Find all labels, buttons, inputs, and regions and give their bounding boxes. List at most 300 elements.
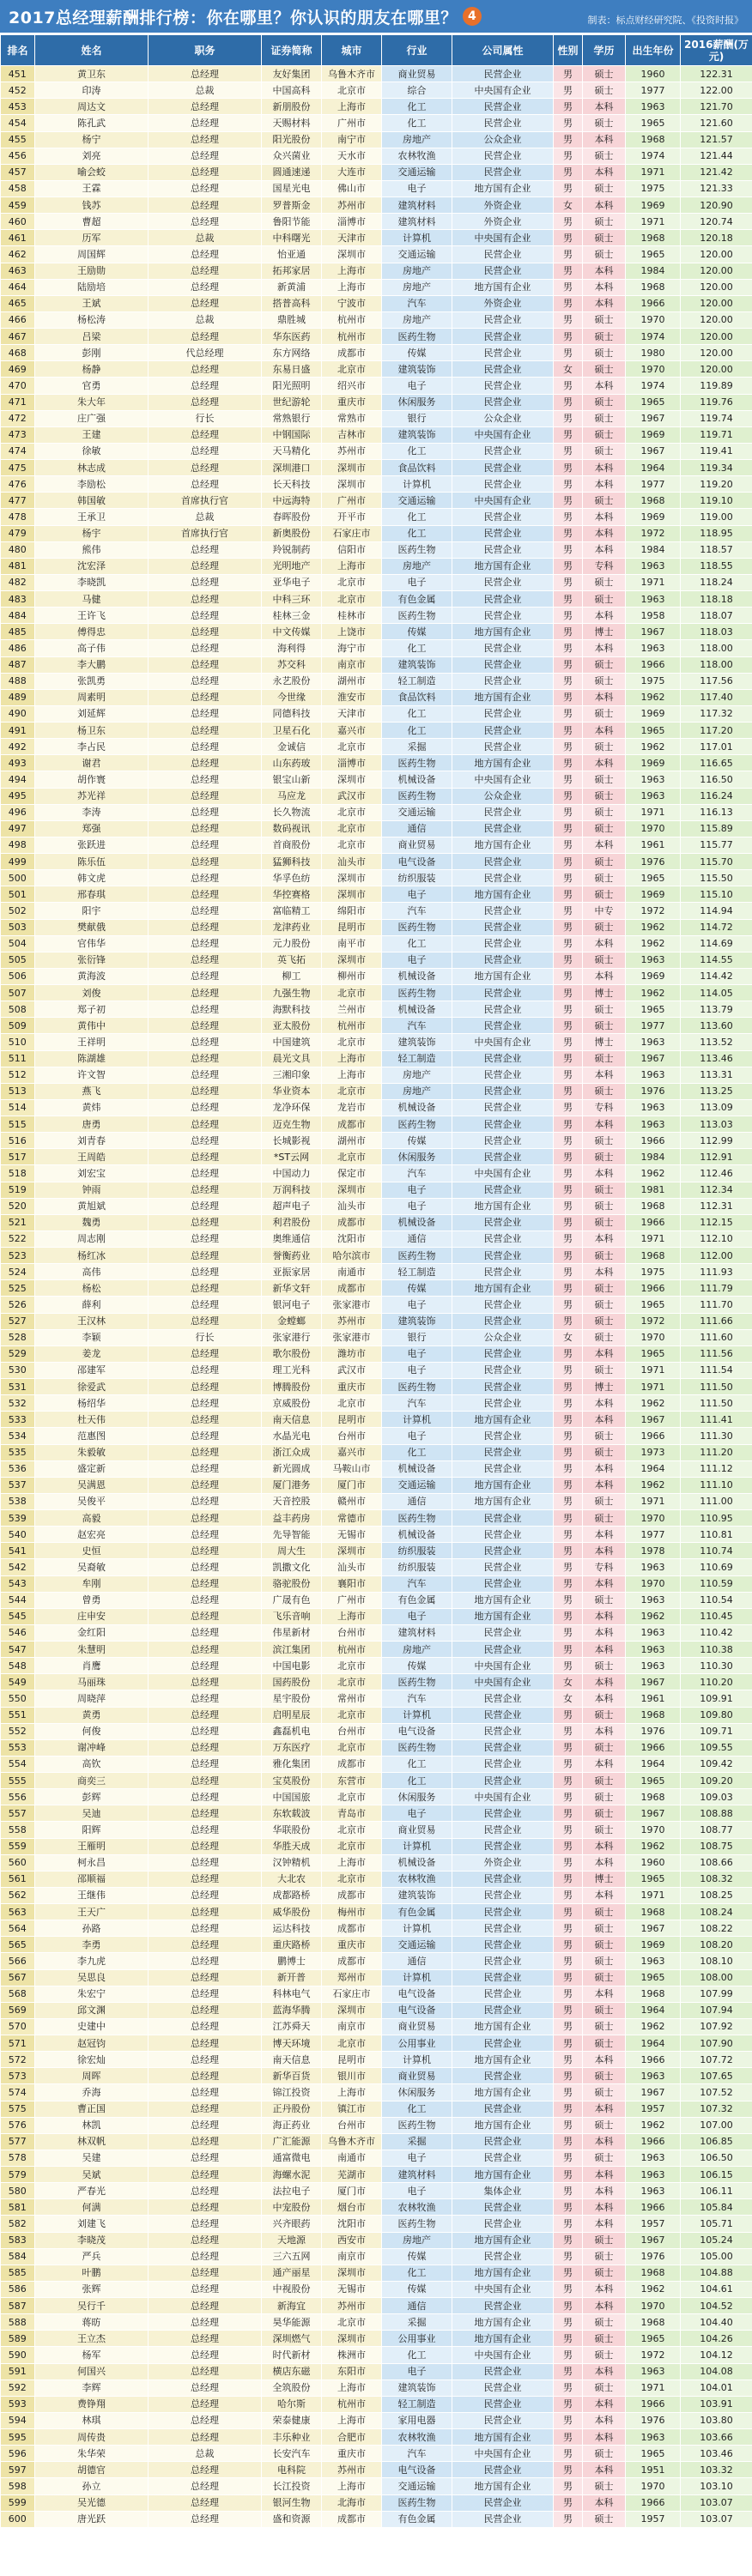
cell-nature: 民营企业 [452, 311, 554, 328]
page-header [0, 0, 752, 33]
cell-nature: 民营企业 [452, 673, 554, 689]
cell-pay: 117.56 [681, 673, 752, 689]
cell-name: 王承卫 [35, 509, 149, 525]
cell-name: 刘亮 [35, 148, 149, 164]
cell-sex: 女 [554, 197, 583, 214]
table-row [1, 1854, 752, 1871]
cell-pay: 110.20 [681, 1674, 752, 1690]
cell-nature: 民营企业 [452, 1707, 554, 1723]
table-row [1, 2412, 752, 2428]
cell-position: 总裁 [149, 311, 262, 328]
cell-position: 总经理 [149, 1050, 262, 1067]
cell-city: 广州市 [322, 115, 382, 131]
cell-city: 北京市 [322, 837, 382, 853]
cell-pay: 108.20 [681, 1937, 752, 1953]
cell-position: 总经理 [149, 886, 262, 903]
cell-company: 晨光文具 [262, 1050, 322, 1067]
cell-company: 江苏舜天 [262, 2018, 322, 2035]
cell-edu: 硕士 [583, 2117, 626, 2133]
cell-nature: 民营企业 [452, 541, 554, 558]
cell-birth: 1961 [626, 1690, 681, 1707]
table-row [1, 460, 752, 476]
cell-position: 总经理 [149, 1723, 262, 1739]
cell-name: 朱毅敏 [35, 1444, 149, 1460]
table-row [1, 263, 752, 279]
cell-sex: 男 [554, 2429, 583, 2446]
cell-industry: 计算机 [382, 1412, 452, 1428]
cell-city: 东阳市 [322, 2363, 382, 2379]
cell-industry: 综合 [382, 82, 452, 99]
cell-name: 金红阳 [35, 1624, 149, 1641]
cell-nature: 民营企业 [452, 148, 554, 164]
table-row [1, 903, 752, 919]
cell-industry: 公用事业 [382, 2331, 452, 2347]
cell-birth: 1966 [626, 1280, 681, 1297]
cell-name: 刘建飞 [35, 2216, 149, 2232]
cell-sex: 男 [554, 345, 583, 361]
cell-name: 杨宁 [35, 131, 149, 148]
cell-sex: 男 [554, 673, 583, 689]
cell-name: 吴迪 [35, 1805, 149, 1822]
cell-sex: 男 [554, 541, 583, 558]
cell-city: 汕头市 [322, 1198, 382, 1214]
cell-edu: 硕士 [583, 656, 626, 673]
cell-birth: 1966 [626, 2052, 681, 2068]
cell-city: 北京市 [322, 361, 382, 378]
cell-edu: 硕士 [583, 1707, 626, 1723]
cell-sex: 男 [554, 1460, 583, 1477]
cell-birth: 1962 [626, 2018, 681, 2035]
cell-edu: 硕士 [583, 1953, 626, 1969]
cell-pay: 106.11 [681, 2183, 752, 2199]
cell-city: 苏州市 [322, 443, 382, 459]
cell-company: 中钢国际 [262, 426, 322, 443]
page-title: 2017总经理薪酬排行榜：你在哪里？你认识的朋友在哪里？ [9, 8, 458, 27]
cell-position: 总经理 [149, 1887, 262, 1903]
cell-sex: 男 [554, 608, 583, 624]
table-row [1, 2133, 752, 2150]
cell-sex: 男 [554, 99, 583, 115]
cell-city: 深圳市 [322, 886, 382, 903]
cell-edu: 硕士 [583, 919, 626, 935]
cell-birth: 1966 [626, 1214, 681, 1231]
table-row [1, 1642, 752, 1658]
cell-pay: 108.75 [681, 1838, 752, 1854]
cell-company: 骆驼股份 [262, 1575, 322, 1592]
cell-city: 海宁市 [322, 640, 382, 656]
cell-position: 总经理 [149, 148, 262, 164]
cell-position: 总经理 [149, 2379, 262, 2396]
cell-company: 圆通速递 [262, 164, 322, 180]
cell-sex: 男 [554, 246, 583, 263]
cell-industry: 医药生物 [382, 1739, 452, 1756]
cell-edu: 本科 [583, 2199, 626, 2216]
cell-pay: 105.71 [681, 2216, 752, 2232]
cell-birth: 1966 [626, 295, 681, 311]
cell-name: 朱慧明 [35, 1642, 149, 1658]
cell-name: 高毅 [35, 1510, 149, 1527]
cell-birth: 1963 [626, 2150, 681, 2166]
cell-rank: 598 [1, 2478, 35, 2494]
table-row [1, 640, 752, 656]
table-row [1, 1838, 752, 1854]
cell-industry: 机械设备 [382, 1527, 452, 1543]
cell-birth: 1965 [626, 1969, 681, 1986]
cell-city: 上海市 [322, 1854, 382, 1871]
cell-company: 天音控股 [262, 1493, 322, 1509]
cell-edu: 本科 [583, 295, 626, 311]
cell-name: 李辉 [35, 2379, 149, 2396]
cell-industry: 通信 [382, 1953, 452, 1969]
cell-birth: 1978 [626, 1543, 681, 1559]
cell-city: 武汉市 [322, 1362, 382, 1378]
cell-position: 总经理 [149, 919, 262, 935]
cell-rank: 523 [1, 1248, 35, 1264]
cell-industry: 公用事业 [382, 2035, 452, 2052]
cell-position: 总经理 [149, 2035, 262, 2052]
cell-position: 总经理 [149, 1658, 262, 1674]
cell-sex: 男 [554, 1034, 583, 1050]
cell-name: 杨松 [35, 1280, 149, 1297]
cell-company: 春晖股份 [262, 509, 322, 525]
table-row [1, 115, 752, 131]
cell-company: 星宇股份 [262, 1690, 322, 1707]
cell-birth: 1970 [626, 2478, 681, 2494]
cell-nature: 民营企业 [452, 1297, 554, 1313]
cell-edu: 本科 [583, 525, 626, 541]
cell-name: 邵顺福 [35, 1871, 149, 1887]
table-row [1, 673, 752, 689]
cell-position: 总经理 [149, 2002, 262, 2018]
cell-position: 总经理 [149, 1690, 262, 1707]
cell-company: 荣泰健康 [262, 2412, 322, 2428]
cell-sex: 男 [554, 66, 583, 82]
cell-industry: 房地产 [382, 2232, 452, 2248]
cell-position: 总经理 [149, 214, 262, 230]
cell-nature: 民营企业 [452, 656, 554, 673]
cell-sex: 男 [554, 131, 583, 148]
cell-position: 总经理 [149, 558, 262, 574]
cell-rank: 594 [1, 2412, 35, 2428]
cell-position: 总经理 [149, 1592, 262, 1608]
cell-sex: 男 [554, 886, 583, 903]
cell-edu: 硕士 [583, 820, 626, 837]
cell-company: 华孚色纺 [262, 870, 322, 886]
cell-pay: 113.60 [681, 1018, 752, 1034]
cell-pay: 110.54 [681, 1592, 752, 1608]
cell-industry: 电子 [382, 1428, 452, 1444]
cell-name: 林琪 [35, 2412, 149, 2428]
cell-edu: 硕士 [583, 1149, 626, 1165]
cell-company: 银河生物 [262, 2494, 322, 2511]
cell-company: 汉钟精机 [262, 1854, 322, 1871]
cell-position: 总裁 [149, 82, 262, 99]
table-row [1, 410, 752, 426]
cell-birth: 1963 [626, 952, 681, 968]
cell-birth: 1965 [626, 246, 681, 263]
cell-sex: 男 [554, 2298, 583, 2314]
cell-industry: 传媒 [382, 2281, 452, 2297]
cell-edu: 本科 [583, 2167, 626, 2183]
cell-pay: 111.66 [681, 1313, 752, 1329]
cell-name: 庄广强 [35, 410, 149, 426]
cell-rank: 596 [1, 2446, 35, 2462]
cell-edu: 本科 [583, 2412, 626, 2428]
cell-pay: 110.69 [681, 1559, 752, 1575]
cell-city: 南京市 [322, 656, 382, 673]
cell-nature: 公众企业 [452, 410, 554, 426]
cell-city: 西安市 [322, 2232, 382, 2248]
cell-nature: 民营企业 [452, 2068, 554, 2084]
cell-birth: 1980 [626, 345, 681, 361]
cell-edu: 本科 [583, 2298, 626, 2314]
cell-name: 郑强 [35, 820, 149, 837]
table-row [1, 1083, 752, 1099]
cell-city: 苏州市 [322, 197, 382, 214]
cell-company: 中科曙光 [262, 230, 322, 246]
cell-pay: 120.00 [681, 295, 752, 311]
cell-industry: 有色金属 [382, 1592, 452, 1608]
cell-nature: 民营企业 [452, 2379, 554, 2396]
cell-edu: 专科 [583, 1559, 626, 1575]
cell-city: 绍兴市 [322, 378, 382, 394]
cell-industry: 化工 [382, 1756, 452, 1772]
cell-pay: 109.55 [681, 1739, 752, 1756]
cell-position: 总经理 [149, 1756, 262, 1772]
cell-position: 总经理 [149, 2150, 262, 2166]
cell-sex: 男 [554, 591, 583, 608]
cell-sex: 男 [554, 739, 583, 755]
cell-birth: 1973 [626, 1444, 681, 1460]
table-row [1, 1001, 752, 1018]
cell-birth: 1968 [626, 279, 681, 295]
cell-nature: 民营企业 [452, 591, 554, 608]
cell-city: 梅州市 [322, 1904, 382, 1920]
cell-nature: 民营企业 [452, 99, 554, 115]
cell-birth: 1968 [626, 493, 681, 509]
cell-edu: 硕士 [583, 1248, 626, 1264]
cell-birth: 1964 [626, 2035, 681, 2052]
cell-nature: 中央国有企业 [452, 1165, 554, 1182]
cell-sex: 男 [554, 2265, 583, 2281]
cell-rank: 586 [1, 2281, 35, 2297]
cell-city: 北海市 [322, 2494, 382, 2511]
cell-industry: 医药生物 [382, 788, 452, 804]
cell-rank: 584 [1, 2248, 35, 2265]
cell-position: 总经理 [149, 1543, 262, 1559]
cell-birth: 1969 [626, 755, 681, 771]
cell-nature: 民营企业 [452, 2216, 554, 2232]
cell-edu: 本科 [583, 1412, 626, 1428]
cell-nature: 地方国有企业 [452, 2052, 554, 2068]
cell-rank: 467 [1, 329, 35, 345]
cell-position: 总经理 [149, 854, 262, 870]
cell-sex: 男 [554, 2478, 583, 2494]
cell-sex: 男 [554, 1854, 583, 1871]
cell-sex: 女 [554, 361, 583, 378]
cell-sex: 男 [554, 1477, 583, 1493]
cell-pay: 116.65 [681, 755, 752, 771]
cell-sex: 男 [554, 854, 583, 870]
cell-rank: 514 [1, 1099, 35, 1116]
cell-pay: 104.40 [681, 2314, 752, 2331]
cell-pay: 122.31 [681, 66, 752, 82]
cell-position: 总经理 [149, 279, 262, 295]
cell-birth: 1970 [626, 1575, 681, 1592]
cell-pay: 112.00 [681, 1248, 752, 1264]
header-name: 姓名 [35, 35, 149, 66]
cell-nature: 民营企业 [452, 509, 554, 525]
cell-birth: 1963 [626, 771, 681, 788]
cell-industry: 医药生物 [382, 2216, 452, 2232]
cell-pay: 112.10 [681, 1231, 752, 1247]
cell-name: 吴行千 [35, 2298, 149, 2314]
cell-sex: 男 [554, 820, 583, 837]
cell-pay: 120.74 [681, 214, 752, 230]
cell-rank: 550 [1, 1690, 35, 1707]
header-rank: 排名 [1, 35, 35, 66]
cell-birth: 1964 [626, 2002, 681, 2018]
table-row [1, 608, 752, 624]
cell-birth: 1976 [626, 1083, 681, 1099]
cell-position: 总经理 [149, 1264, 262, 1280]
cell-name: 林志成 [35, 460, 149, 476]
cell-sex: 男 [554, 705, 583, 722]
cell-sex: 男 [554, 1198, 583, 1214]
cell-city: 成都市 [322, 345, 382, 361]
cell-pay: 121.33 [681, 180, 752, 197]
cell-sex: 男 [554, 1050, 583, 1067]
cell-position: 总经理 [149, 1642, 262, 1658]
cell-position: 总经理 [149, 1412, 262, 1428]
cell-company: 正丹股份 [262, 2101, 322, 2117]
cell-city: 合肥市 [322, 2429, 382, 2446]
cell-city: 北京市 [322, 1034, 382, 1050]
cell-sex: 男 [554, 1510, 583, 1527]
table-row [1, 2462, 752, 2478]
cell-sex: 男 [554, 2511, 583, 2527]
cell-sex: 男 [554, 2052, 583, 2068]
cell-pay: 115.50 [681, 870, 752, 886]
cell-company: 友好集团 [262, 66, 322, 82]
cell-industry: 房地产 [382, 1642, 452, 1658]
cell-name: 李晓茂 [35, 2232, 149, 2248]
cell-nature: 民营企业 [452, 1527, 554, 1543]
table-row [1, 99, 752, 115]
table-row [1, 2101, 752, 2117]
cell-sex: 男 [554, 1362, 583, 1378]
cell-industry: 交通运输 [382, 2478, 452, 2494]
cell-edu: 本科 [583, 164, 626, 180]
cell-company: 迈克生物 [262, 1116, 322, 1133]
cell-city: 北京市 [322, 1871, 382, 1887]
cell-position: 总经理 [149, 115, 262, 131]
cell-position: 总经理 [149, 574, 262, 590]
cell-city: 石家庄市 [322, 1986, 382, 2002]
cell-birth: 1966 [626, 656, 681, 673]
cell-name: 朱华荣 [35, 2446, 149, 2462]
cell-pay: 119.20 [681, 476, 752, 493]
cell-name: 胡德官 [35, 2462, 149, 2478]
cell-position: 总经理 [149, 2068, 262, 2084]
cell-company: 中国电影 [262, 1658, 322, 1674]
cell-rank: 526 [1, 1297, 35, 1313]
cell-city: 常熟市 [322, 410, 382, 426]
cell-birth: 1968 [626, 1904, 681, 1920]
cell-birth: 1976 [626, 2412, 681, 2428]
cell-company: 长城影视 [262, 1133, 322, 1149]
cell-name: 吴满恩 [35, 1477, 149, 1493]
cell-edu: 硕士 [583, 345, 626, 361]
cell-industry: 汽车 [382, 1575, 452, 1592]
cell-sex: 男 [554, 1149, 583, 1165]
cell-industry: 医药生物 [382, 329, 452, 345]
cell-rank: 561 [1, 1871, 35, 1887]
cell-nature: 地方国有企业 [452, 837, 554, 853]
cell-pay: 106.15 [681, 2167, 752, 2183]
cell-company: 先导智能 [262, 1527, 322, 1543]
cell-name: 钟雨 [35, 1182, 149, 1198]
cell-position: 总经理 [149, 1920, 262, 1937]
cell-sex: 男 [554, 1592, 583, 1608]
cell-position: 首席执行官 [149, 493, 262, 509]
cell-edu: 硕士 [583, 2265, 626, 2281]
page-number-badge: 4 [463, 7, 482, 26]
cell-rank: 522 [1, 1231, 35, 1247]
cell-industry: 休闲服务 [382, 2084, 452, 2101]
cell-company: 宝莫股份 [262, 1773, 322, 1789]
cell-birth: 1975 [626, 1264, 681, 1280]
cell-pay: 110.81 [681, 1527, 752, 1543]
cell-position: 总经理 [149, 1116, 262, 1133]
table-row [1, 1428, 752, 1444]
cell-company: 三六五网 [262, 2248, 322, 2265]
cell-edu: 硕士 [583, 1214, 626, 1231]
cell-sex: 男 [554, 1773, 583, 1789]
cell-position: 代总经理 [149, 345, 262, 361]
header-birth: 出生年份 [626, 35, 681, 66]
cell-edu: 硕士 [583, 804, 626, 820]
cell-pay: 120.00 [681, 345, 752, 361]
cell-birth: 1966 [626, 2199, 681, 2216]
cell-nature: 民营企业 [452, 1428, 554, 1444]
cell-position: 总经理 [149, 180, 262, 197]
cell-rank: 475 [1, 460, 35, 476]
cell-city: 苏州市 [322, 1313, 382, 1329]
cell-city: 苏州市 [322, 2298, 382, 2314]
cell-industry: 建筑装饰 [382, 1887, 452, 1903]
cell-birth: 1965 [626, 2331, 681, 2347]
cell-city: 广州市 [322, 1592, 382, 1608]
cell-sex: 男 [554, 1838, 583, 1854]
table-row [1, 2068, 752, 2084]
cell-name: 乔海 [35, 2084, 149, 2101]
cell-sex: 男 [554, 1083, 583, 1099]
cell-city: 北京市 [322, 804, 382, 820]
cell-sex: 男 [554, 1493, 583, 1509]
cell-pay: 103.80 [681, 2412, 752, 2428]
cell-edu: 本科 [583, 2494, 626, 2511]
credit-line: 制表：标点财经研究院、《投资时报》 [587, 15, 743, 26]
cell-pay: 103.66 [681, 2429, 752, 2446]
cell-edu: 硕士 [583, 1133, 626, 1149]
cell-position: 总经理 [149, 804, 262, 820]
cell-position: 总经理 [149, 656, 262, 673]
cell-sex: 男 [554, 1822, 583, 1838]
cell-edu: 硕士 [583, 2018, 626, 2035]
cell-birth: 1970 [626, 1822, 681, 1838]
cell-company: 益丰药房 [262, 1510, 322, 1527]
